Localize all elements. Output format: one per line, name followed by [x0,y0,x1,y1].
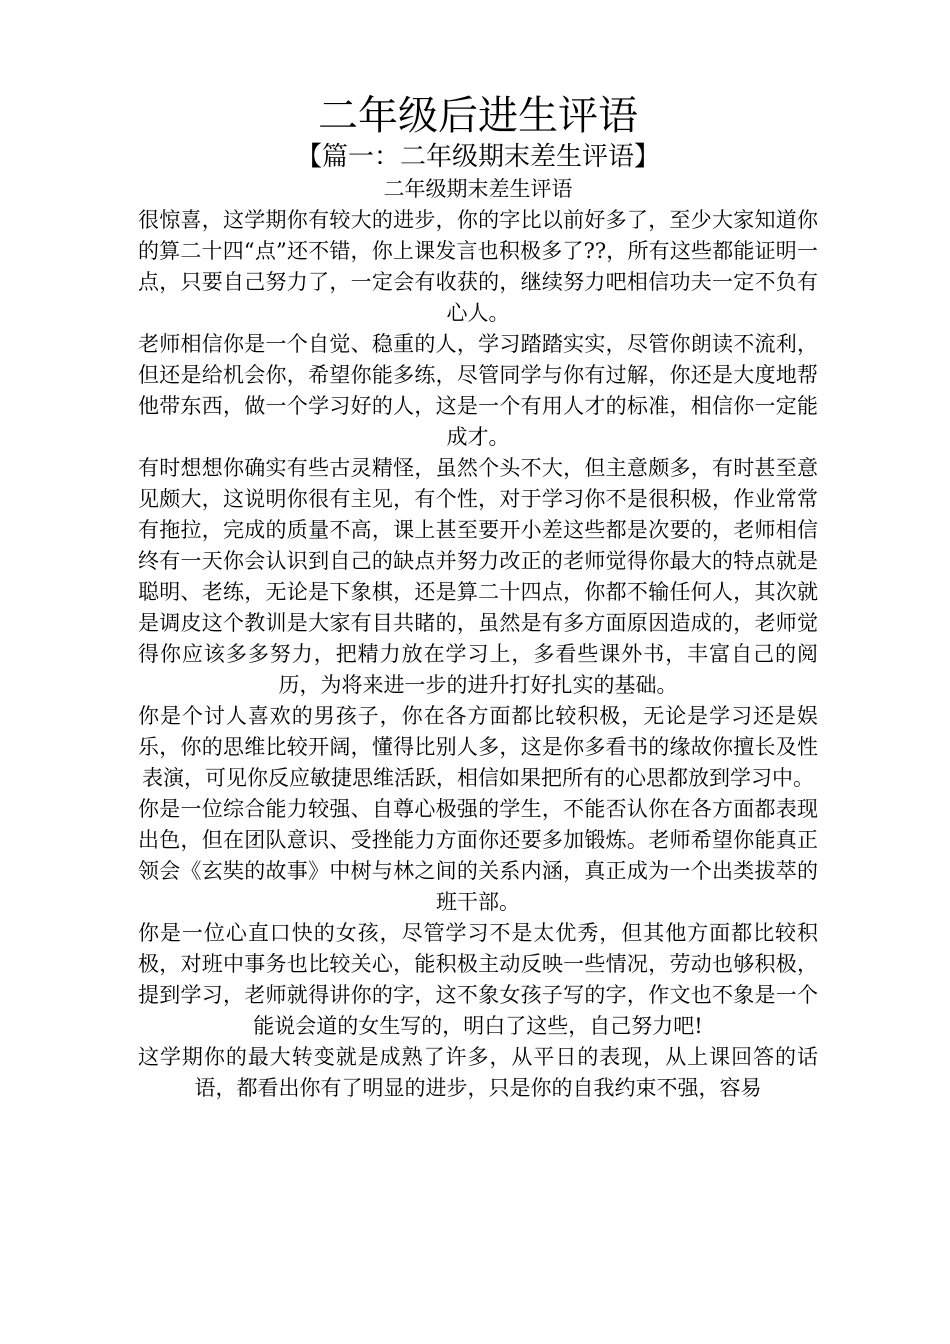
comment-paragraph-4: 你是个讨人喜欢的男孩子，你在各方面都比较积极，无论是学习还是娱乐，你的思维比较开阔，懂得比别人多，这是你多看书的缘故你擅长及性表演，可见你反应敏捷思维活跃，相信如果把所有的心思都放到学习中。 [138,704,818,790]
comment-paragraph-3: 有时想想你确实有些古灵精怪，虽然个头不大，但主意颇多，有时甚至意见颇大，这说明你很有主见，有个性，对于学习你不是很积极，作业常常有拖拉，完成的质量不高，课上甚至要开小差这些都是次要的，老师相信终有一天你会认识到自己的缺点并努力改正的老师觉得你最大的特点就是聪明、老练，无论是下象棋，还是算二十四点，你都不输任何人，其次就是调皮这个教训是大家有目共睹的，虽然是有多方面原因造成的，老师觉得你应该多多努力，把精力放在学习上，多看些课外书，丰富自己的阅历，为将来进一步的进升打好扎实的基础。 [138,456,818,697]
comment-paragraph-6: 你是一位心直口快的女孩，尽管学习不是太优秀，但其他方面都比较积极，对班中事务也比较关心，能积极主动反映一些情况，劳动也够积极，提到学习，老师就得讲你的字，这不象女孩子写的字，作文也不象是一个能说会道的女生写的，明白了这些，自己努力吧! [138,921,818,1038]
comment-paragraph-2: 老师相信你是一个自觉、稳重的人，学习踏踏实实，尽管你朗读不流利，但还是给机会你，希望你能多练，尽管同学与你有过解，你还是大度地帮他带东西，做一个学习好的人，这是一个有用人才的标准，相信你一定能成才。 [138,332,818,449]
document-subtitle: 【篇一：二年级期末差生评语】 [295,142,660,172]
document-title: 二年级后进生评语 [318,93,638,139]
comment-paragraph-1: 很惊喜，这学期你有较大的进步，你的字比以前好多了，至少大家知道你的算二十四“点”还不错，你上课发言也积极多了??，所有这些都能证明一点，只要自己努力了，一定会有收获的，继续努力吧相信功夫一定不负有心人。 [138,208,818,325]
section-heading: 二年级期末差生评语 [383,177,573,201]
comment-paragraph-5: 你是一位综合能力较强、自尊心极强的学生，不能否认你在各方面都表现出色，但在团队意识、受挫能力方面你还要多加锻炼。老师希望你能真正领会《玄奘的故事》中树与林之间的关系内涵，真正成为一个出类拔萃的班干部。 [138,797,818,914]
comment-paragraph-7: 这学期你的最大转变就是成熟了许多，从平日的表现，从上课回答的话语，都看出你有了明显的进步，只是你的自我约束不强，容易 [138,1045,818,1100]
document-body [138,92,818,1104]
